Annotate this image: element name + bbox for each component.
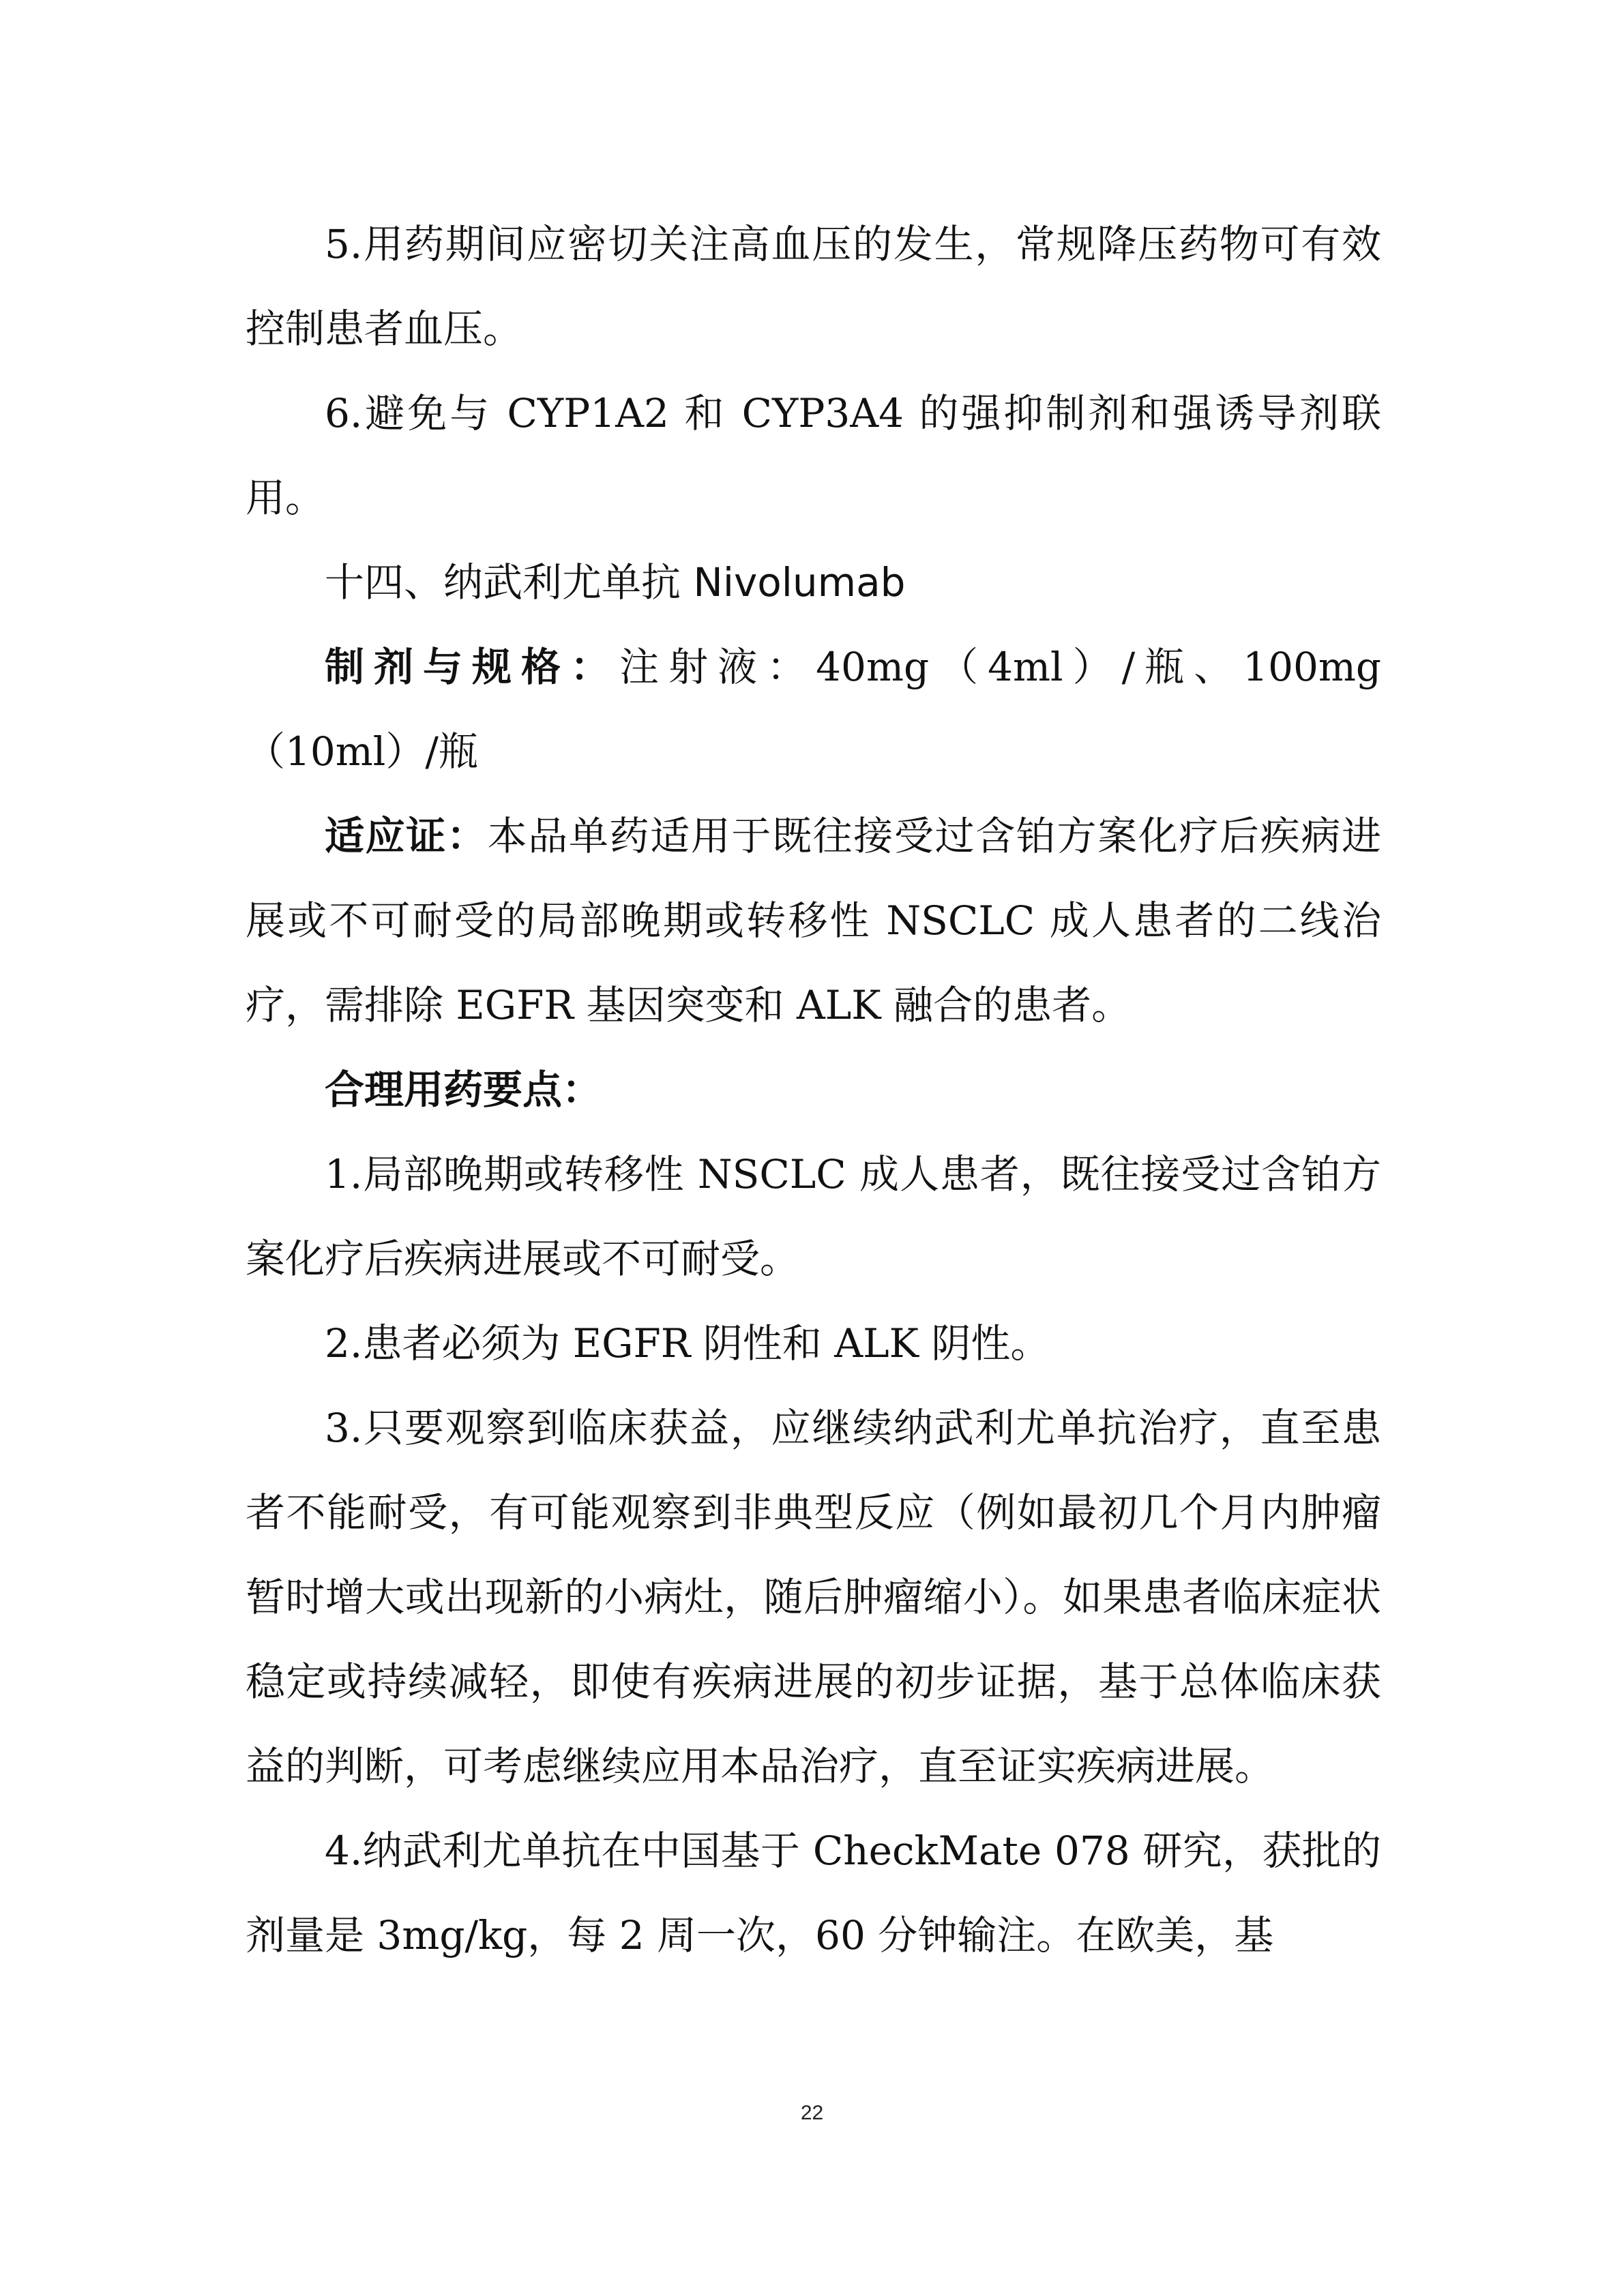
page-number: 22	[800, 2102, 824, 2124]
rational-use-point-2: 2.患者必须为 EGFR 阴性和 ALK 阴性。	[325, 1320, 1050, 1367]
formulation-text: 注射液：40mg（4ml）/瓶、100mg（10ml）/瓶	[246, 644, 1381, 775]
paragraph-item-6: 6.避免与 CYP1A2 和 CYP3A4 的强抑制剂和强诱导剂联用。	[246, 390, 1381, 521]
section-heading: 十四、纳武利尤单抗 Nivolumab	[325, 559, 906, 606]
indication-text: 本品单药适用于既往接受过含铂方案化疗后疾病进展或不可耐受的局部晚期或转移性 NSCLC 成人患者的二线治疗，需排除 EGFR 基因突变和 ALK 融合的患者。	[246, 813, 1381, 1028]
rational-use-heading	[246, 1047, 1381, 1132]
rational-use-point-1: 1.局部晚期或转移性 NSCLC 成人患者，既往接受过含铂方案化疗后疾病进展或不可耐受。	[246, 1151, 1381, 1282]
rational-use-point-4: 4.纳武利尤单抗在中国基于 CheckMate 078 研究，获批的剂量是 3mg/kg，每 2 周一次，60 分钟输注。在欧美，基	[246, 1828, 1381, 1958]
paragraph-item-5: 5.用药期间应密切关注高血压的发生，常规降压药物可有效控制患者血压。	[246, 221, 1381, 352]
formulation-label: 制剂与规格：	[325, 644, 620, 690]
indication-label: 适应证：	[325, 813, 488, 859]
rational-use-point-3: 3.只要观察到临床获益，应继续纳武利尤单抗治疗，直至患者不能耐受，有可能观察到非典型反应（例如最初几个月内肿瘤暂时增大或出现新的小病灶，随后肿瘤缩小）。如果患者临床症状稳定或持续减轻，即使有疾病进展的初步证据，基于总体临床获益的判断，可考虑继续应用本品治疗，直至证实疾病进展。	[246, 1405, 1381, 1789]
indication-paragraph	[246, 794, 1381, 1047]
rational-use-label: 合理用药要点：	[325, 1067, 602, 1113]
document-body	[246, 202, 1381, 1978]
formulation-paragraph	[246, 625, 1381, 794]
